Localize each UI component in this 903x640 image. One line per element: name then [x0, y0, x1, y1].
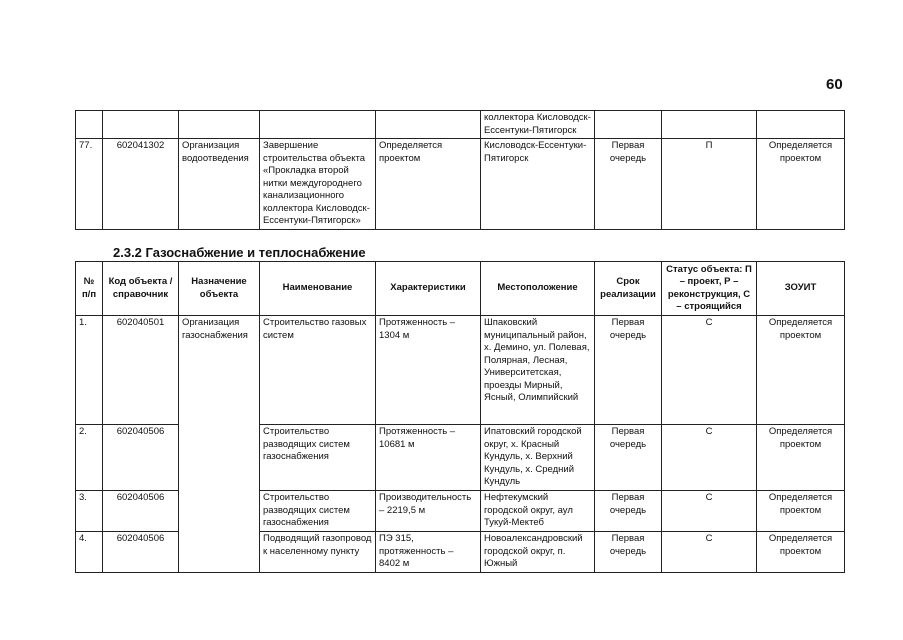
cell [260, 111, 376, 139]
object-characteristics: Протяженность – 10681 м [376, 425, 481, 491]
object-code: 602041302 [103, 139, 179, 230]
zouit: Определяется проектом [757, 532, 845, 573]
cell [662, 111, 757, 139]
cell [179, 111, 260, 139]
row-number: 4. [76, 532, 103, 573]
object-location: Нефтекумский городской округ, аул Тукуй-Мектеб [481, 491, 595, 532]
table-row [76, 139, 845, 230]
object-status: П [662, 139, 757, 230]
row-number: 2. [76, 425, 103, 491]
object-name: Строительство разводящих систем газоснабжения [260, 425, 376, 491]
object-purpose: Организация водоотведения [179, 139, 260, 230]
realization-term: Первая очередь [595, 316, 662, 425]
zouit: Определяется проектом [757, 139, 845, 230]
page-number: 60 [826, 76, 843, 93]
object-location: Ипатовский городской округ, х. Красный Кундуль, х. Верхний Кундуль, х. Средний Кундуль [481, 425, 595, 491]
object-characteristics: Определяется проектом [376, 139, 481, 230]
zouit: Определяется проектом [757, 425, 845, 491]
cell [376, 111, 481, 139]
realization-term: Первая очередь [595, 425, 662, 491]
row-number: 3. [76, 491, 103, 532]
header-characteristics: Характеристики [376, 262, 481, 316]
object-location: Новоалександровский городской округ, п. Южный [481, 532, 595, 573]
gas-supply-table [75, 261, 845, 573]
cell [595, 111, 662, 139]
table-row [76, 316, 845, 425]
header-code: Код объекта / справочник [103, 262, 179, 316]
header-zouit: ЗОУИТ [757, 262, 845, 316]
object-location: Шпаковский муниципальный район, х. Демино, ул. Полевая, Полярная, Лесная, Университетская, проезды Мирный, Ясный, Олимпийский [481, 316, 595, 425]
realization-term: Первая очередь [595, 532, 662, 573]
object-code: 602040506 [103, 491, 179, 532]
cell [76, 111, 103, 139]
object-purpose: Организация газоснабжения [179, 316, 260, 573]
object-code: 602040506 [103, 532, 179, 573]
realization-term: Первая очередь [595, 491, 662, 532]
continuation-row [76, 111, 845, 139]
table-header-row [76, 262, 845, 316]
object-name: Строительство газовых систем [260, 316, 376, 425]
header-number: № п/п [76, 262, 103, 316]
previous-table-fragment [75, 110, 845, 230]
cell [103, 111, 179, 139]
object-status: С [662, 532, 757, 573]
cell [757, 111, 845, 139]
object-name: Строительство разводящих систем газоснабжения [260, 491, 376, 532]
row-number: 77. [76, 139, 103, 230]
object-name: Подводящий газопровод к населенному пункту [260, 532, 376, 573]
header-status: Статус объекта: П – проект, Р – реконструкция, С – строящийся [662, 262, 757, 316]
header-location: Местоположение [481, 262, 595, 316]
realization-term: Первая очередь [595, 139, 662, 230]
object-name: Завершение строительства объекта «Прокладка второй нитки междугороднего канализационного коллектора Кисловодск-Ессентуки-Пятигорск» [260, 139, 376, 230]
continuation-cell: коллектора Кисловодск-Ессентуки-Пятигорск [481, 111, 595, 139]
object-status: С [662, 425, 757, 491]
header-name: Наименование [260, 262, 376, 316]
zouit: Определяется проектом [757, 316, 845, 425]
zouit: Определяется проектом [757, 491, 845, 532]
object-characteristics: ПЭ 315, протяженность – 8402 м [376, 532, 481, 573]
object-characteristics: Производительность – 2219,5 м [376, 491, 481, 532]
object-status: С [662, 491, 757, 532]
row-number: 1. [76, 316, 103, 425]
header-term: Срок реализации [595, 262, 662, 316]
object-characteristics: Протяженность – 1304 м [376, 316, 481, 425]
header-purpose: Назначение объекта [179, 262, 260, 316]
object-code: 602040506 [103, 425, 179, 491]
section-title: 2.3.2 Газоснабжение и теплоснабжение [113, 245, 366, 260]
object-code: 602040501 [103, 316, 179, 425]
object-location: Кисловодск-Ессентуки-Пятигорск [481, 139, 595, 230]
object-status: С [662, 316, 757, 425]
